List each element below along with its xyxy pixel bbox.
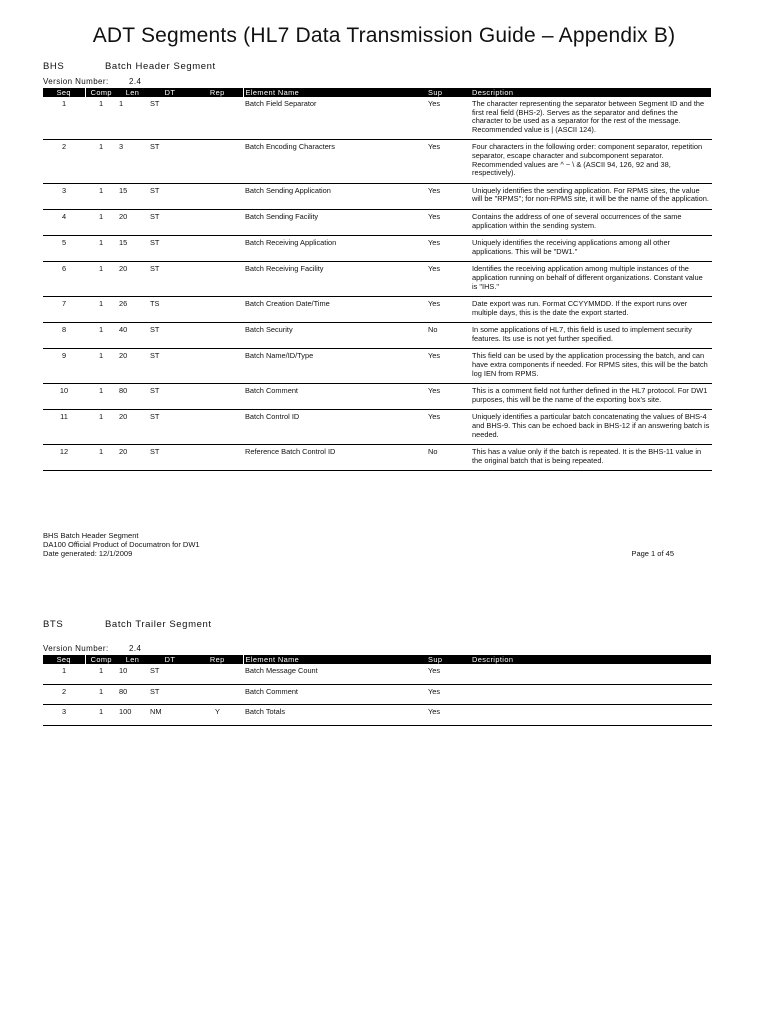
col-sup: Sup [426, 88, 470, 97]
cell-seq: 3 [43, 705, 85, 726]
table-row [43, 297, 712, 323]
cell-sup: Yes [426, 140, 470, 183]
cell-comp: 1 [85, 705, 117, 726]
cell-rep [192, 684, 243, 705]
col-rep: Rep [192, 88, 243, 97]
cell-rep [192, 323, 243, 349]
table-row [43, 183, 712, 209]
cell-comp: 1 [85, 140, 117, 183]
cell-element-name: Batch Receiving Application [243, 236, 426, 262]
version-value: 2.4 [129, 644, 142, 653]
cell-sup: Yes [426, 705, 470, 726]
col-element-name: Element Name [243, 88, 426, 97]
version-label: Version Number: [43, 77, 109, 86]
cell-len: 20 [117, 445, 148, 471]
cell-rep [192, 209, 243, 235]
cell-element-name: Batch Encoding Characters [243, 140, 426, 183]
cell-description: In some applications of HL7, this field is used to implement security features. Its use is not yet further specified. [470, 323, 712, 349]
cell-comp: 1 [85, 323, 117, 349]
version-value: 2.4 [129, 77, 142, 86]
page-title: ADT Segments (HL7 Data Transmission Guide – Appendix B) [92, 24, 676, 47]
cell-sup: Yes [426, 410, 470, 445]
cell-description: This is a comment field not further defined in the HL7 protocol. For DW1 purposes, this will be the name of the exporting box's site. [470, 384, 712, 410]
col-seq: Seq [43, 88, 85, 97]
cell-rep [192, 384, 243, 410]
cell-len: 40 [117, 323, 148, 349]
cell-seq: 9 [43, 349, 85, 384]
cell-dt: ST [148, 349, 192, 384]
cell-rep [192, 236, 243, 262]
page-number: Page 1 of 45 [631, 549, 674, 558]
version-label: Version Number: [43, 644, 109, 653]
cell-element-name: Batch Field Separator [243, 97, 426, 140]
table-row [43, 323, 712, 349]
cell-rep [192, 297, 243, 323]
cell-sup: No [426, 445, 470, 471]
col-description: Description [470, 655, 712, 664]
table-row [43, 209, 712, 235]
bhs-version [43, 77, 141, 86]
cell-dt: TS [148, 297, 192, 323]
cell-description: Uniquely identifies the receiving applications among all other applications. This will be "DW1." [470, 236, 712, 262]
cell-sup: Yes [426, 684, 470, 705]
cell-dt: ST [148, 97, 192, 140]
table-row [43, 262, 712, 297]
footer-date: Date generated: 12/1/2009 [43, 549, 133, 558]
table-row [43, 445, 712, 471]
cell-comp: 1 [85, 410, 117, 445]
cell-description [470, 705, 712, 726]
cell-sup: No [426, 323, 470, 349]
page-footer [43, 531, 674, 558]
cell-comp: 1 [85, 183, 117, 209]
cell-len: 15 [117, 183, 148, 209]
cell-comp: 1 [85, 297, 117, 323]
col-len: Len [117, 88, 148, 97]
table-row [43, 236, 712, 262]
cell-description: This field can be used by the application processing the batch, and can have extra components if needed. For RPMS sites, this will be the batch log IEN from RPMS. [470, 349, 712, 384]
cell-element-name: Batch Comment [243, 384, 426, 410]
cell-element-name: Batch Message Count [243, 664, 426, 684]
cell-rep [192, 445, 243, 471]
segment-name: Batch Header Segment [105, 61, 216, 72]
bhs-table [43, 88, 713, 471]
cell-sup: Yes [426, 183, 470, 209]
cell-element-name: Batch Name/ID/Type [243, 349, 426, 384]
cell-sup: Yes [426, 262, 470, 297]
cell-len: 20 [117, 349, 148, 384]
cell-dt: ST [148, 410, 192, 445]
cell-description: The character representing the separator between Segment ID and the first real field (BHS-2). Serves as the separator and defines the character to be used as a separator for the rest of the message. Recommended value is | (ASCII 124). [470, 97, 712, 140]
footer-segment: BHS Batch Header Segment [43, 531, 139, 540]
cell-len: 20 [117, 209, 148, 235]
cell-rep [192, 664, 243, 684]
col-rep: Rep [192, 655, 243, 664]
col-element-name: Element Name [243, 655, 426, 664]
cell-dt: ST [148, 140, 192, 183]
cell-rep [192, 140, 243, 183]
cell-seq: 7 [43, 297, 85, 323]
cell-len: 1 [117, 97, 148, 140]
table-row [43, 705, 712, 726]
cell-rep [192, 349, 243, 384]
cell-comp: 1 [85, 684, 117, 705]
cell-seq: 11 [43, 410, 85, 445]
cell-dt: ST [148, 323, 192, 349]
table-row [43, 684, 712, 705]
cell-comp: 1 [85, 445, 117, 471]
cell-description [470, 684, 712, 705]
cell-len: 3 [117, 140, 148, 183]
cell-seq: 2 [43, 684, 85, 705]
cell-seq: 1 [43, 664, 85, 684]
table-row [43, 384, 712, 410]
cell-comp: 1 [85, 664, 117, 684]
table-row [43, 140, 712, 183]
table-row [43, 410, 712, 445]
cell-description: Four characters in the following order: component separator, repetition separator, escape character and subcomponent separator. Recommended values are ^ ~ \ & (ASCII 94, 126, 92 and 38, respectively). [470, 140, 712, 183]
cell-dt: ST [148, 445, 192, 471]
col-comp: Comp [85, 655, 117, 664]
cell-len: 10 [117, 664, 148, 684]
cell-element-name: Batch Comment [243, 684, 426, 705]
cell-description: Uniquely identifies the sending application. For RPMS sites, the value will be "RPMS"; for non-RPMS site, it will be the name of the application. [470, 183, 712, 209]
cell-comp: 1 [85, 209, 117, 235]
cell-rep [192, 97, 243, 140]
col-len: Len [117, 655, 148, 664]
cell-seq: 3 [43, 183, 85, 209]
cell-rep [192, 183, 243, 209]
cell-dt: ST [148, 684, 192, 705]
col-seq: Seq [43, 655, 85, 664]
cell-len: 80 [117, 384, 148, 410]
cell-dt: ST [148, 664, 192, 684]
cell-sup: Yes [426, 664, 470, 684]
cell-sup: Yes [426, 97, 470, 140]
cell-sup: Yes [426, 297, 470, 323]
cell-description: This has a value only if the batch is repeated. It is the BHS-11 value in the original batch that is being repeated. [470, 445, 712, 471]
cell-element-name: Batch Security [243, 323, 426, 349]
cell-seq: 2 [43, 140, 85, 183]
cell-len: 80 [117, 684, 148, 705]
cell-comp: 1 [85, 384, 117, 410]
cell-len: 100 [117, 705, 148, 726]
cell-dt: ST [148, 262, 192, 297]
cell-seq: 1 [43, 97, 85, 140]
col-dt: DT [148, 88, 192, 97]
cell-seq: 4 [43, 209, 85, 235]
cell-sup: Yes [426, 236, 470, 262]
cell-description: Date export was run. Format CCYYMMDD. If the export runs over multiple days, this is the date the export started. [470, 297, 712, 323]
table-row [43, 664, 712, 684]
cell-seq: 5 [43, 236, 85, 262]
cell-rep: Y [192, 705, 243, 726]
cell-element-name: Batch Sending Facility [243, 209, 426, 235]
cell-sup: Yes [426, 209, 470, 235]
bts-table [43, 655, 713, 726]
table-row [43, 97, 712, 140]
cell-seq: 10 [43, 384, 85, 410]
cell-sup: Yes [426, 349, 470, 384]
cell-comp: 1 [85, 97, 117, 140]
segment-name: Batch Trailer Segment [105, 619, 212, 630]
cell-comp: 1 [85, 262, 117, 297]
cell-len: 20 [117, 410, 148, 445]
cell-len: 26 [117, 297, 148, 323]
cell-len: 20 [117, 262, 148, 297]
cell-description: Contains the address of one of several occurrences of the same application within the sending system. [470, 209, 712, 235]
cell-dt: ST [148, 183, 192, 209]
cell-element-name: Reference Batch Control ID [243, 445, 426, 471]
cell-rep [192, 262, 243, 297]
cell-sup: Yes [426, 384, 470, 410]
table-row [43, 349, 712, 384]
cell-rep [192, 410, 243, 445]
col-comp: Comp [85, 88, 117, 97]
cell-seq: 12 [43, 445, 85, 471]
cell-comp: 1 [85, 236, 117, 262]
bts-segment-heading [43, 619, 212, 630]
cell-element-name: Batch Receiving Facility [243, 262, 426, 297]
cell-dt: ST [148, 236, 192, 262]
segment-code: BTS [43, 619, 64, 630]
segment-code: BHS [43, 61, 65, 72]
cell-seq: 8 [43, 323, 85, 349]
cell-element-name: Batch Control ID [243, 410, 426, 445]
cell-element-name: Batch Creation Date/Time [243, 297, 426, 323]
cell-len: 15 [117, 236, 148, 262]
table-header-row [43, 655, 712, 664]
col-dt: DT [148, 655, 192, 664]
cell-element-name: Batch Totals [243, 705, 426, 726]
bts-version [43, 644, 141, 653]
cell-seq: 6 [43, 262, 85, 297]
cell-description [470, 664, 712, 684]
col-sup: Sup [426, 655, 470, 664]
col-description: Description [470, 88, 712, 97]
cell-dt: ST [148, 384, 192, 410]
table-header-row [43, 88, 712, 97]
cell-description: Uniquely identifies a particular batch concatenating the values of BHS-4 and BHS-9. This can be echoed back in BHS-12 if an answering batch is needed. [470, 410, 712, 445]
cell-description: Identifies the receiving application among multiple instances of the application running on behalf of different organizations. Constant value is "IHS." [470, 262, 712, 297]
cell-element-name: Batch Sending Application [243, 183, 426, 209]
bhs-segment-heading [43, 61, 216, 72]
cell-dt: ST [148, 209, 192, 235]
footer-product: DA100 Official Product of Documatron for DW1 [43, 540, 200, 549]
cell-dt: NM [148, 705, 192, 726]
cell-comp: 1 [85, 349, 117, 384]
